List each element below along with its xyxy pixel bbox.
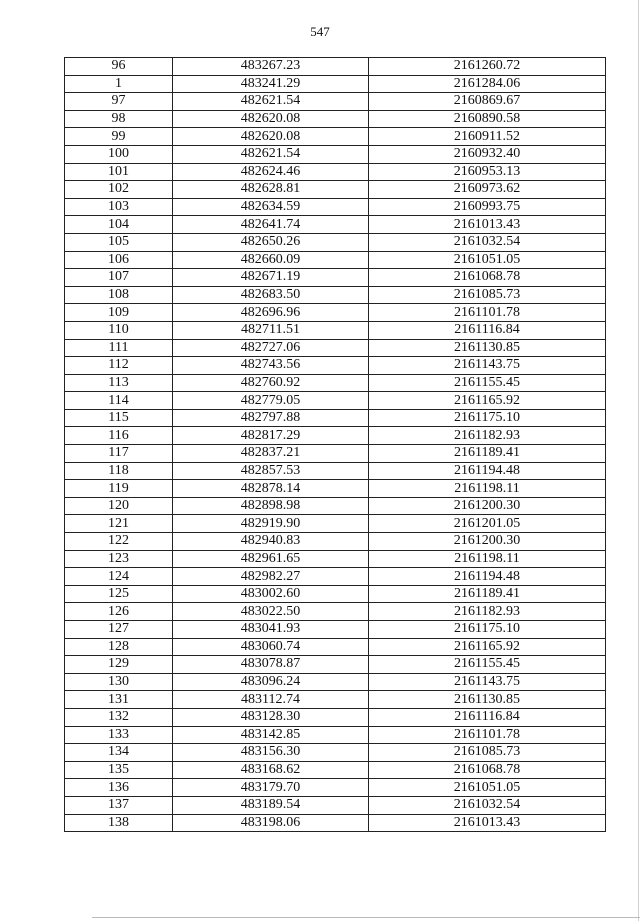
point-number-cell: 128 [65,638,173,656]
y-coordinate-cell: 2161068.78 [369,761,606,779]
x-coordinate-cell: 483078.87 [173,656,369,674]
page-number: 547 [310,24,330,39]
y-coordinate-cell: 2160993.75 [369,198,606,216]
y-coordinate-cell: 2161200.30 [369,497,606,515]
x-coordinate-cell: 482683.50 [173,286,369,304]
table-row [65,339,606,357]
point-number-cell: 137 [65,796,173,814]
y-coordinate-cell: 2161194.48 [369,568,606,586]
point-number-cell: 138 [65,814,173,832]
point-number-cell: 131 [65,691,173,709]
x-coordinate-cell: 483156.30 [173,744,369,762]
x-coordinate-cell: 482817.29 [173,427,369,445]
y-coordinate-cell: 2161032.54 [369,796,606,814]
point-number-cell: 120 [65,497,173,515]
table-row [65,726,606,744]
table-row [65,515,606,533]
point-number-cell: 103 [65,198,173,216]
point-number-cell: 123 [65,550,173,568]
point-number-cell: 107 [65,269,173,287]
point-number-cell: 129 [65,656,173,674]
y-coordinate-cell: 2161051.05 [369,779,606,797]
y-coordinate-cell: 2161165.92 [369,638,606,656]
x-coordinate-cell: 482878.14 [173,480,369,498]
table-row [65,233,606,251]
table-row [65,427,606,445]
point-number-cell: 99 [65,128,173,146]
y-coordinate-cell: 2160973.62 [369,181,606,199]
y-coordinate-cell: 2160911.52 [369,128,606,146]
point-number-cell: 136 [65,779,173,797]
table-row [65,796,606,814]
point-number-cell: 102 [65,181,173,199]
x-coordinate-cell: 482641.74 [173,216,369,234]
y-coordinate-cell: 2161155.45 [369,374,606,392]
point-number-cell: 114 [65,392,173,410]
y-coordinate-cell: 2161165.92 [369,392,606,410]
x-coordinate-cell: 483179.70 [173,779,369,797]
point-number-cell: 124 [65,568,173,586]
x-coordinate-cell: 482660.09 [173,251,369,269]
x-coordinate-cell: 482743.56 [173,357,369,375]
point-number-cell: 134 [65,744,173,762]
point-number-cell: 125 [65,585,173,603]
table-row [65,462,606,480]
x-coordinate-cell: 482696.96 [173,304,369,322]
table-row [65,392,606,410]
y-coordinate-cell: 2161116.84 [369,321,606,339]
point-number-cell: 105 [65,233,173,251]
table-row [65,216,606,234]
x-coordinate-cell: 482650.26 [173,233,369,251]
point-number-cell: 97 [65,93,173,111]
x-coordinate-cell: 483267.23 [173,58,369,76]
table-row [65,163,606,181]
x-coordinate-cell: 482760.92 [173,374,369,392]
point-number-cell: 118 [65,462,173,480]
point-number-cell: 111 [65,339,173,357]
x-coordinate-cell: 483096.24 [173,673,369,691]
y-coordinate-cell: 2161085.73 [369,286,606,304]
coordinates-table-body [65,58,606,832]
y-coordinate-cell: 2160890.58 [369,110,606,128]
y-coordinate-cell: 2161130.85 [369,339,606,357]
table-row [65,533,606,551]
scan-edge-bottom [92,917,640,918]
x-coordinate-cell: 482837.21 [173,445,369,463]
table-row [65,673,606,691]
x-coordinate-cell: 482621.54 [173,93,369,111]
y-coordinate-cell: 2161085.73 [369,744,606,762]
x-coordinate-cell: 482628.81 [173,181,369,199]
x-coordinate-cell: 483142.85 [173,726,369,744]
table-row [65,198,606,216]
point-number-cell: 130 [65,673,173,691]
y-coordinate-cell: 2161101.78 [369,726,606,744]
point-number-cell: 126 [65,603,173,621]
y-coordinate-cell: 2160869.67 [369,93,606,111]
y-coordinate-cell: 2161175.10 [369,409,606,427]
table-row [65,251,606,269]
point-number-cell: 115 [65,409,173,427]
point-number-cell: 127 [65,621,173,639]
y-coordinate-cell: 2161198.11 [369,480,606,498]
point-number-cell: 132 [65,708,173,726]
point-number-cell: 117 [65,445,173,463]
x-coordinate-cell: 482898.98 [173,497,369,515]
point-number-cell: 110 [65,321,173,339]
table-row [65,585,606,603]
scan-edge-right [638,0,639,921]
table-row [65,550,606,568]
point-number-cell: 113 [65,374,173,392]
y-coordinate-cell: 2161013.43 [369,216,606,234]
table-row [65,304,606,322]
point-number-cell: 109 [65,304,173,322]
y-coordinate-cell: 2161260.72 [369,58,606,76]
point-number-cell: 96 [65,58,173,76]
y-coordinate-cell: 2161189.41 [369,585,606,603]
point-number-cell: 135 [65,761,173,779]
table-row [65,638,606,656]
y-coordinate-cell: 2161143.75 [369,673,606,691]
table-row [65,603,606,621]
table-row [65,286,606,304]
table-row [65,321,606,339]
x-coordinate-cell: 482797.88 [173,409,369,427]
x-coordinate-cell: 483022.50 [173,603,369,621]
point-number-cell: 101 [65,163,173,181]
x-coordinate-cell: 483189.54 [173,796,369,814]
table-row [65,744,606,762]
coordinates-table [64,57,606,832]
y-coordinate-cell: 2161051.05 [369,251,606,269]
x-coordinate-cell: 482634.59 [173,198,369,216]
y-coordinate-cell: 2161116.84 [369,708,606,726]
x-coordinate-cell: 482919.90 [173,515,369,533]
y-coordinate-cell: 2161189.41 [369,445,606,463]
y-coordinate-cell: 2161200.30 [369,533,606,551]
y-coordinate-cell: 2161101.78 [369,304,606,322]
point-number-cell: 116 [65,427,173,445]
x-coordinate-cell: 482727.06 [173,339,369,357]
x-coordinate-cell: 482857.53 [173,462,369,480]
table-row [65,621,606,639]
x-coordinate-cell: 483241.29 [173,75,369,93]
y-coordinate-cell: 2161032.54 [369,233,606,251]
x-coordinate-cell: 482621.54 [173,145,369,163]
table-row [65,656,606,674]
x-coordinate-cell: 483198.06 [173,814,369,832]
x-coordinate-cell: 483168.62 [173,761,369,779]
y-coordinate-cell: 2160932.40 [369,145,606,163]
table-row [65,110,606,128]
table-row [65,497,606,515]
point-number-cell: 98 [65,110,173,128]
x-coordinate-cell: 482982.27 [173,568,369,586]
table-row [65,374,606,392]
y-coordinate-cell: 2161068.78 [369,269,606,287]
y-coordinate-cell: 2160953.13 [369,163,606,181]
table-row [65,445,606,463]
point-number-cell: 119 [65,480,173,498]
x-coordinate-cell: 482620.08 [173,128,369,146]
y-coordinate-cell: 2161130.85 [369,691,606,709]
table-row [65,480,606,498]
x-coordinate-cell: 483060.74 [173,638,369,656]
x-coordinate-cell: 483128.30 [173,708,369,726]
point-number-cell: 108 [65,286,173,304]
x-coordinate-cell: 482620.08 [173,110,369,128]
y-coordinate-cell: 2161182.93 [369,603,606,621]
y-coordinate-cell: 2161198.11 [369,550,606,568]
x-coordinate-cell: 483112.74 [173,691,369,709]
table-row [65,708,606,726]
y-coordinate-cell: 2161284.06 [369,75,606,93]
y-coordinate-cell: 2161155.45 [369,656,606,674]
x-coordinate-cell: 482624.46 [173,163,369,181]
table-row [65,58,606,76]
table-row [65,409,606,427]
x-coordinate-cell: 483002.60 [173,585,369,603]
y-coordinate-cell: 2161201.05 [369,515,606,533]
y-coordinate-cell: 2161182.93 [369,427,606,445]
point-number-cell: 122 [65,533,173,551]
table-row [65,269,606,287]
x-coordinate-cell: 483041.93 [173,621,369,639]
table-row [65,93,606,111]
x-coordinate-cell: 482711.51 [173,321,369,339]
point-number-cell: 121 [65,515,173,533]
table-row [65,357,606,375]
table-row [65,814,606,832]
table-row [65,779,606,797]
x-coordinate-cell: 482961.65 [173,550,369,568]
table-row [65,691,606,709]
y-coordinate-cell: 2161194.48 [369,462,606,480]
y-coordinate-cell: 2161175.10 [369,621,606,639]
y-coordinate-cell: 2161013.43 [369,814,606,832]
point-number-cell: 100 [65,145,173,163]
point-number-cell: 133 [65,726,173,744]
table-row [65,761,606,779]
point-number-cell: 1 [65,75,173,93]
x-coordinate-cell: 482671.19 [173,269,369,287]
point-number-cell: 106 [65,251,173,269]
x-coordinate-cell: 482779.05 [173,392,369,410]
point-number-cell: 112 [65,357,173,375]
table-row [65,181,606,199]
x-coordinate-cell: 482940.83 [173,533,369,551]
table-row [65,145,606,163]
table-row [65,568,606,586]
y-coordinate-cell: 2161143.75 [369,357,606,375]
table-row [65,75,606,93]
point-number-cell: 104 [65,216,173,234]
table-row [65,128,606,146]
